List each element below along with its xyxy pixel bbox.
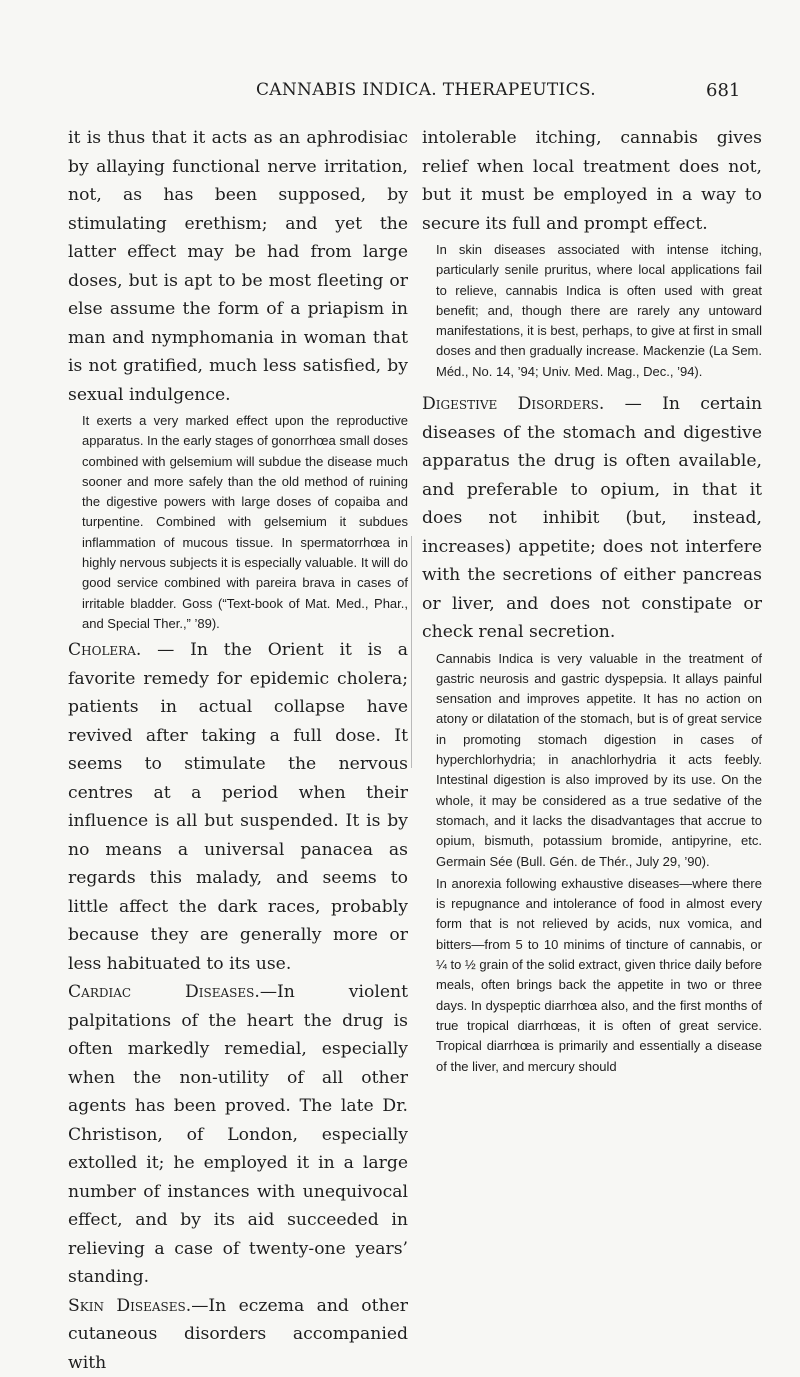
heading-skin: Skin Diseases. (68, 1295, 192, 1316)
left-column (68, 124, 408, 1377)
running-head: CANNABIS INDICA. THERAPEUTICS. (256, 80, 596, 100)
section-cardiac (68, 978, 408, 1292)
column-rule (411, 536, 412, 768)
quote-goss: It exerts a very marked effect upon the reproductive apparatus. In the early stages of gonorrhœa small doses combined with gelsemium will subdue the disease much sooner and more safely than the old method of ruining the digestive powers with large doses of copaiba and turpentine. Combined with gelsemium it subdues inflammation of mucous tissue. In spermatorrhœa in highly nervous subjects it is especially valuable. It will do good service combined with pareira brava in cases of irritable bladder. Goss (“Text-book of Mat. Med., Phar., and Special Ther.,” ’89). (82, 413, 408, 631)
text-cardiac: —In violent palpitations of the heart the drug is often markedly remedial, especially when the non-utility of all other agents has been proved. The late Dr. Christison, of London, especially extolled it; he employed it in a large number of instances with unequivocal effect, and by its aid succeeded in relieving a case of twenty-one years’ standing. (68, 982, 408, 1288)
paragraph-itching: intolerable itching, cannabis gives relief when local treatment does not, but it must be employed in a way to secure its full and prompt effect. (422, 128, 762, 234)
heading-cholera: Cholera. (68, 640, 142, 661)
right-column (422, 124, 762, 1079)
section-digestive (422, 390, 762, 647)
page-number: 681 (706, 80, 741, 101)
text-skin: —In eczema and other cutaneous disorders accompanied with (68, 1295, 408, 1373)
text-digestive: — In certain diseases of the stomach and digestive apparatus the drug is often available, and preferable to opium, in that it does not inhibit (but, instead, increases) appetite; does not interfere with the secretions of either pancreas or liver, and does not constipate or check renal secretion. (422, 394, 763, 643)
heading-cardiac: Cardiac Diseases. (68, 982, 260, 1003)
section-cholera (68, 636, 408, 978)
text-cholera: — In the Orient it is a favorite remedy for epidemic cholera; patients in actual collapse have revived after taking a full dose. It seems to stimulate the nervous centres at a period when their influence is all but suspended. It is by no means a universal panacea as regards this malady, and seems to little affect the dark races, probably because they are generally more or less habituated to its use. (68, 640, 408, 974)
paragraph-aphrodisiac: it is thus that it acts as an aphrodisiac by allaying functional nerve irritation, not, as has been supposed, by stimulating erethism; and yet the latter effect may be had from large doses, but is apt to be most fleeting or else assume the form of a priapism in man and nymphomania in woman that is not gratified, much less satisfied, by sexual indulgence. (68, 128, 408, 405)
heading-digestive: Digestive Disorders. (422, 394, 605, 415)
section-skin (68, 1292, 408, 1377)
page-header (0, 78, 800, 108)
quote-mackenzie: In skin diseases associated with intense itching, particularly senile pruritus, where local applications fail to relieve, cannabis Indica is often used with great benefit; and, though there are rarely any untoward manifestations, it is best, perhaps, to give at first in small doses and then gradually increase. Mackenzie (La Sem. Méd., No. 14, ’94; Univ. Med. Mag., Dec., ’94). (436, 242, 762, 379)
quote-germain-see: Cannabis Indica is very valuable in the treatment of gastric neurosis and gastric dyspepsia. It allays painful sensation and improves appetite. It has no action on atony or dilatation of the stomach, but is of great service in promoting stomach digestion in cases of hyperchlorhydria; in anachlorhydria it acts feebly. Intestinal digestion is also improved by its use. On the whole, it may be considered as a true sedative of the stomach, and it lacks the disadvantages that accrue to opium, bismuth, potassium bromide, antipyrine, etc. Germain Sée (Bull. Gén. de Thér., July 29, ’90). (436, 650, 762, 869)
quote-anorexia: In anorexia following exhaustive diseases—where there is repugnance and intolerance of food in almost every form that is not relieved by acids, nux vomica, and bitters—from 5 to 10 minims of tincture of cannabis, or ¼ to ½ grain of the solid extract, given thrice daily before meals, often brings back the appetite in two or three days. In dyspeptic diarrhœa also, and the first months of true tropical diarrhœas, it is often of great service. Tropical diarrhœa is primarily and essentially a disease of the liver, and mercury should (436, 875, 762, 1074)
